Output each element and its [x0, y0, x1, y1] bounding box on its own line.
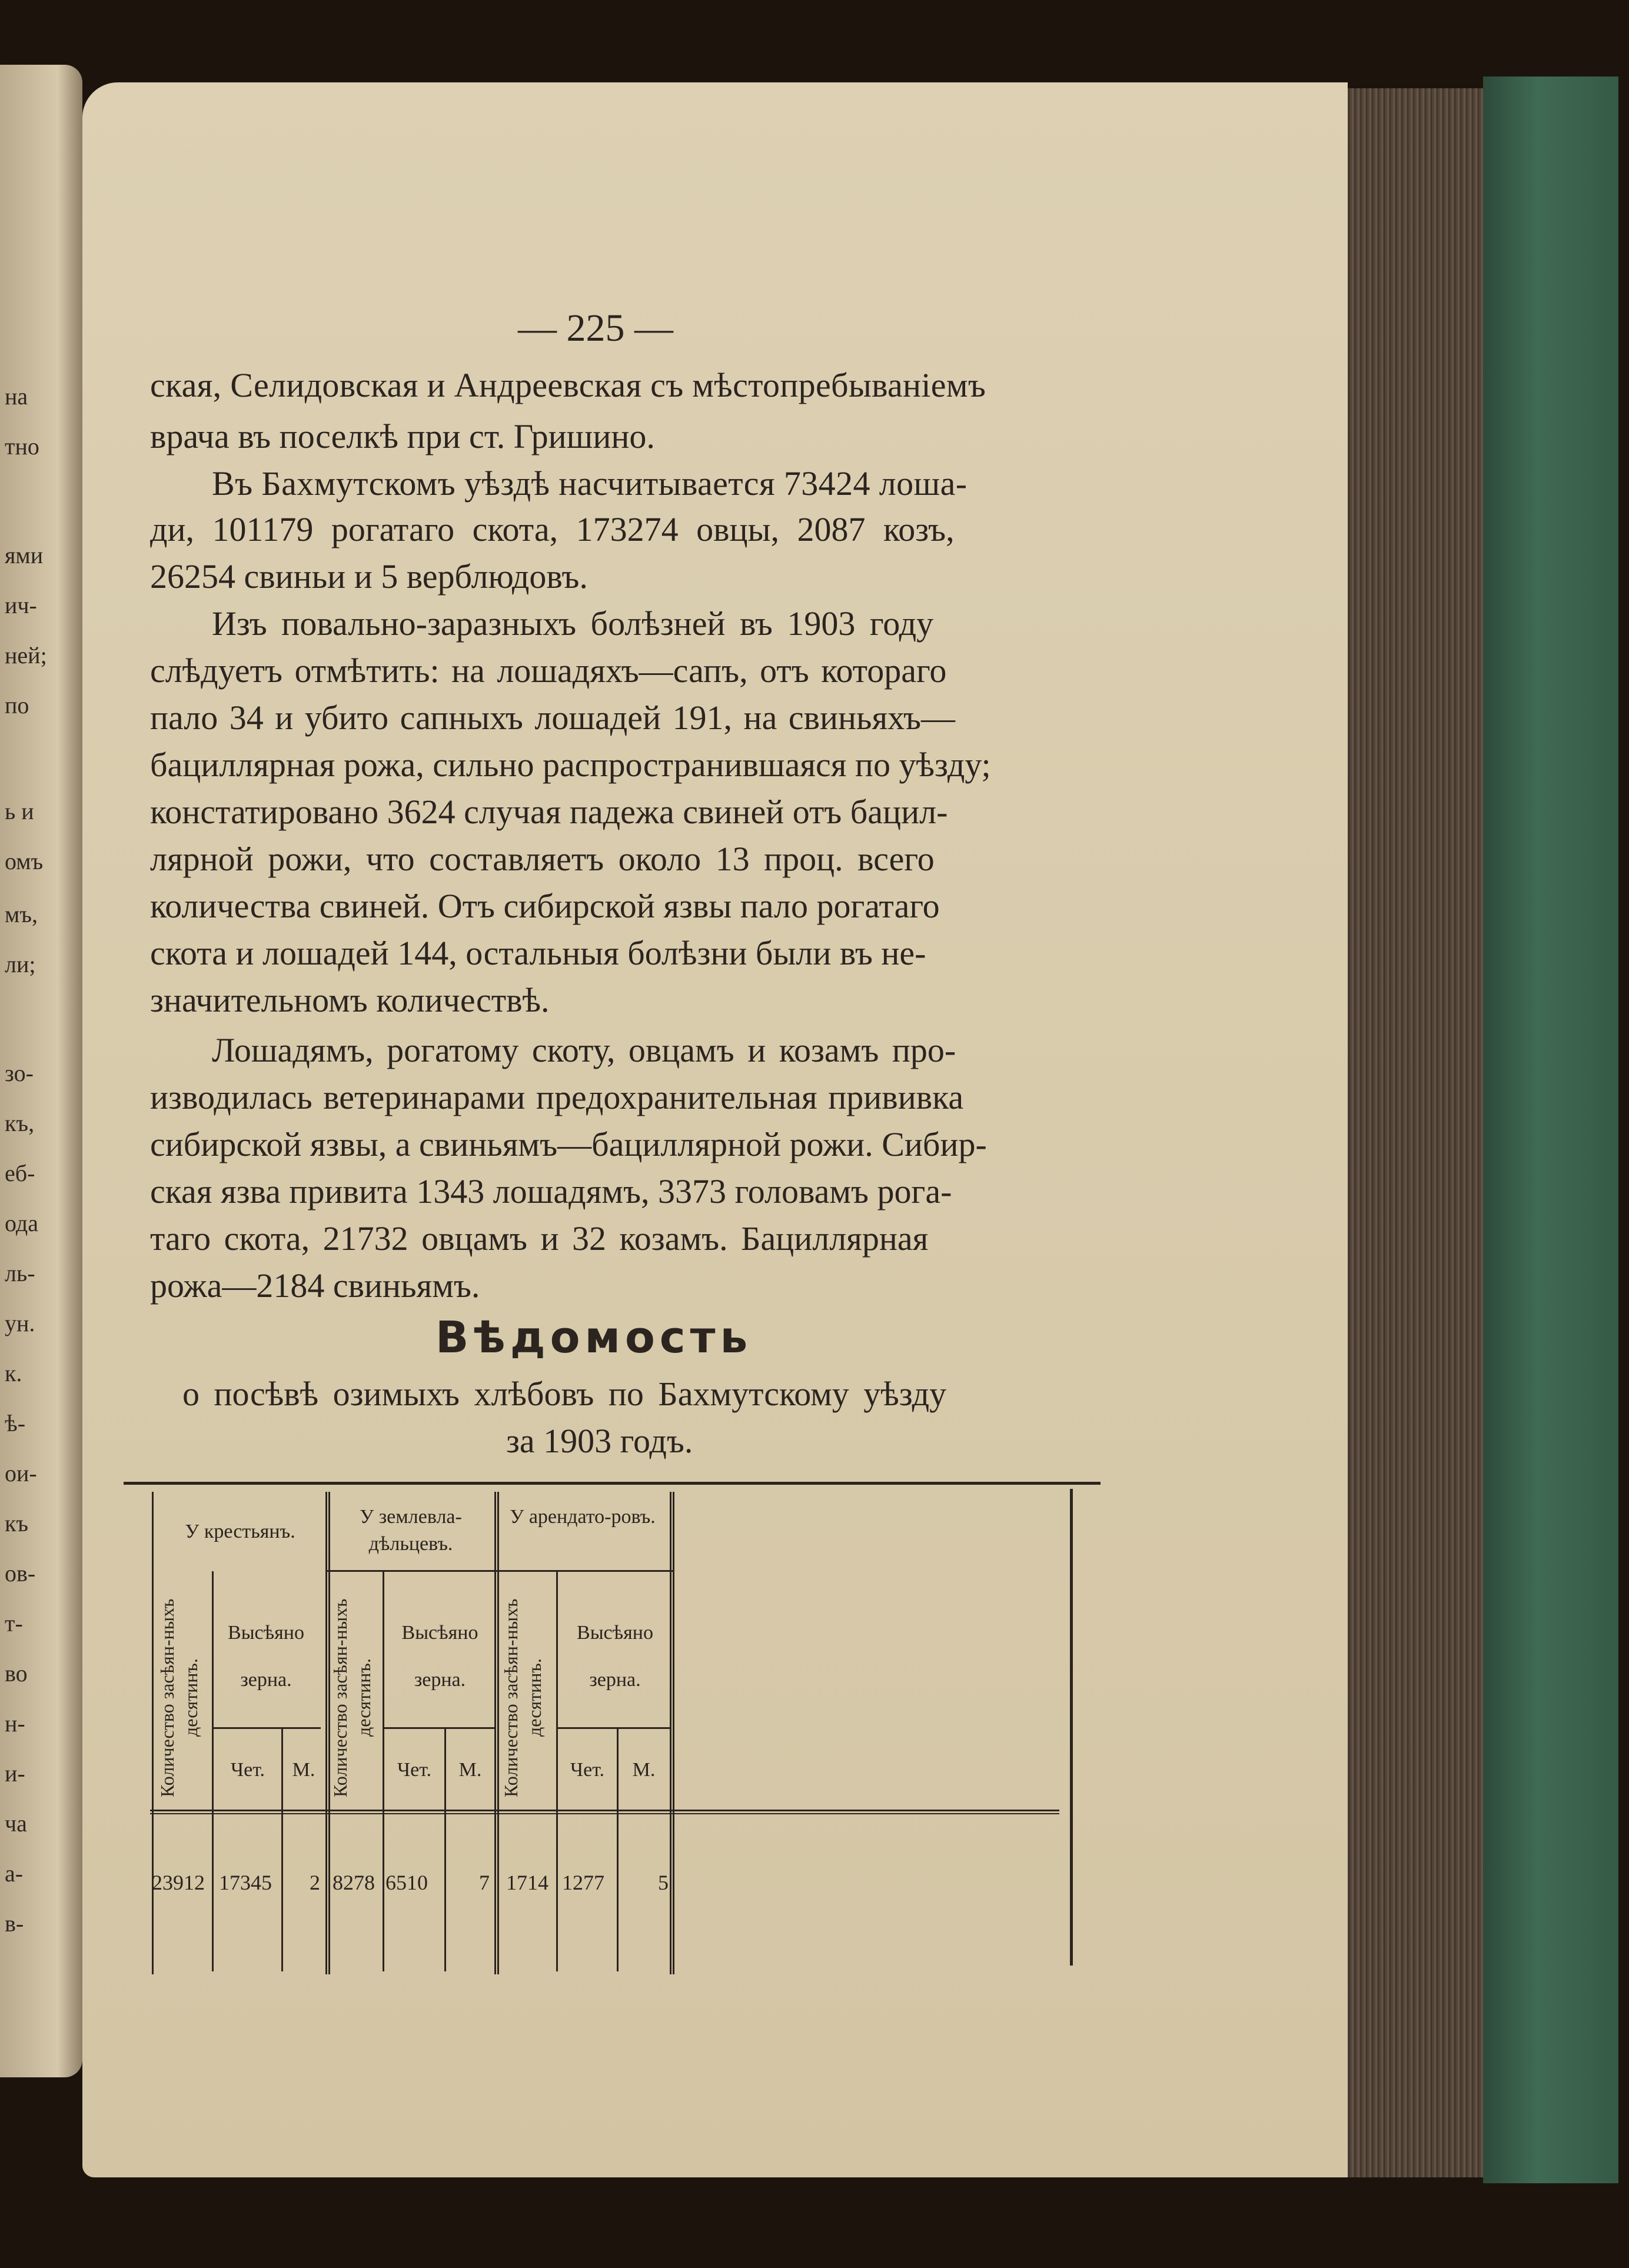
left-fragment: мъ, [5, 901, 38, 927]
table-subheading: о посѣвѣ озимыхъ хлѣбовъ по Бахмутскому уѣзду [182, 1375, 947, 1413]
page-number: — 225 — [518, 307, 673, 350]
cell-tenants-m: 5 [658, 1871, 669, 1894]
sown-header: Высѣяно зерна. [228, 1622, 304, 1691]
text-line: слѣдуетъ отмѣтить: на лошадяхъ—сапъ, отъ котораго [150, 651, 947, 690]
table-line [281, 1727, 283, 1971]
left-fragment: ями [5, 542, 44, 568]
left-fragment: ич- [5, 592, 37, 618]
left-fragment: зо- [5, 1060, 34, 1086]
table-top-rule [124, 1482, 1101, 1485]
left-fragment: ѣ- [5, 1410, 26, 1436]
table-line [212, 1727, 321, 1729]
cell-owners-m: 7 [479, 1871, 490, 1894]
table-subheading: за 1903 годъ. [506, 1422, 693, 1460]
table-header-rule [150, 1810, 1059, 1814]
table-right-rule [1070, 1489, 1073, 1966]
table-line [152, 1492, 154, 1974]
book-cover [1483, 77, 1618, 2183]
text-line: рожа—2184 свиньямъ. [150, 1266, 480, 1305]
table-heading: Вѣдомость [435, 1312, 753, 1363]
left-fragment: на [5, 383, 28, 410]
page-edges [1339, 88, 1492, 2177]
table-line [617, 1727, 619, 1971]
text-line: ди, 101179 рогатаго скота, 173274 овцы, 2087 козъ, [150, 510, 955, 548]
area-header: Количество засѣян-ныхъ десятинъ. [330, 1598, 374, 1797]
table-line [212, 1571, 214, 1971]
group-header-tenants: У арендато-ровъ. [510, 1506, 656, 1528]
table-line [383, 1571, 384, 1971]
text-line: бациллярная рожа, сильно распространившаяся по уѣзду; [150, 746, 991, 784]
left-fragment: т- [5, 1610, 23, 1637]
unit-chet: Чет. [397, 1759, 431, 1781]
left-fragment: ода [5, 1210, 38, 1236]
table-line [383, 1727, 494, 1729]
text-line: пало 34 и убито сапныхъ лошадей 191, на свиньяхъ— [150, 699, 955, 737]
left-fragment: тно [5, 433, 39, 460]
left-fragment: еб- [5, 1160, 35, 1186]
table-line [444, 1727, 446, 1971]
left-fragment: во [5, 1660, 28, 1687]
text-line: Изъ повально-заразныхъ болѣзней въ 1903 году [212, 604, 934, 643]
table-line [494, 1492, 499, 1974]
text-line: скота и лошадей 144, остальныя болѣзни были въ не- [150, 934, 926, 972]
unit-chet: Чет. [570, 1759, 604, 1781]
cell-peasants-chet: 17345 [219, 1871, 272, 1894]
cell-peasants-m: 2 [310, 1871, 320, 1894]
table-line [325, 1570, 673, 1572]
text-line: сибирской язвы, а свиньямъ—бациллярной рожи. Сибир- [150, 1125, 987, 1163]
group-header-landowners: У землевла-дѣльцевъ. [360, 1506, 462, 1555]
sown-header: Высѣяно зерна. [401, 1622, 478, 1691]
unit-chet: Чет. [231, 1759, 265, 1781]
table-line [556, 1571, 558, 1971]
left-fragment: ои- [5, 1460, 37, 1486]
text-line: врача въ поселкѣ при ст. Гришино. [150, 417, 655, 455]
text-line: ская, Селидовская и Андреевская съ мѣстопребываніемъ [150, 366, 986, 404]
unit-m: М. [292, 1759, 315, 1781]
text-line: таго скота, 21732 овцамъ и 32 козамъ. Бациллярная [150, 1219, 929, 1258]
left-fragment: а- [5, 1860, 24, 1887]
left-fragment: к. [5, 1360, 22, 1386]
left-fragment: ь и [5, 798, 34, 824]
text-line: Въ Бахмутскомъ уѣздѣ насчитывается 73424 лоша- [212, 464, 968, 503]
cell-peasants-area: 23912 [152, 1871, 205, 1894]
text-line: Лошадямъ, рогатому скоту, овцамъ и козамъ про- [212, 1031, 956, 1069]
area-header: Количество засѣян-ныхъ десятинъ. [500, 1598, 545, 1797]
left-fragment: н- [5, 1710, 25, 1737]
left-fragment: по [5, 692, 29, 719]
cell-owners-area: 8278 [333, 1871, 375, 1894]
text-line: изводилась ветеринарами предохранительная прививка [150, 1078, 964, 1116]
unit-m: М. [458, 1759, 482, 1781]
cell-tenants-area: 1714 [506, 1871, 548, 1894]
group-header-peasants: У крестьянъ. [185, 1521, 295, 1542]
left-fragment: ль- [5, 1260, 35, 1286]
text-line: констатировано 3624 случая падежа свиней отъ бацил- [150, 793, 948, 831]
unit-m: М. [632, 1759, 656, 1781]
left-fragment: ун. [5, 1310, 35, 1336]
left-fragment: ней; [5, 642, 47, 669]
left-fragment: ли; [5, 951, 36, 977]
table-line [556, 1727, 670, 1729]
text-line: ская язва привита 1343 лошадямъ, 3373 головамъ рога- [150, 1172, 952, 1211]
area-header: Количество засѣян-ныхъ десятинъ. [157, 1598, 201, 1797]
cell-tenants-chet: 1277 [562, 1871, 604, 1894]
sown-header: Высѣяно зерна. [577, 1622, 653, 1691]
left-fragment: омъ [5, 848, 44, 874]
text-line: количества свиней. Отъ сибирской язвы пало рогатаго [150, 887, 940, 925]
left-fragment: ча [5, 1810, 27, 1837]
left-fragment: къ [5, 1510, 29, 1537]
text-line: 26254 свиньи и 5 верблюдовъ. [150, 557, 588, 596]
left-fragment: къ, [5, 1110, 35, 1136]
left-fragment: и- [5, 1760, 25, 1787]
left-fragment: ов- [5, 1560, 36, 1587]
table-line [670, 1492, 674, 1974]
text-line: значительномъ количествѣ. [150, 981, 550, 1019]
text-line: лярной рожи, что составляетъ около 13 проц. всего [150, 840, 935, 878]
cell-owners-chet: 6510 [385, 1871, 428, 1894]
left-fragment: в- [5, 1910, 24, 1937]
left-page-edge [0, 65, 82, 2077]
